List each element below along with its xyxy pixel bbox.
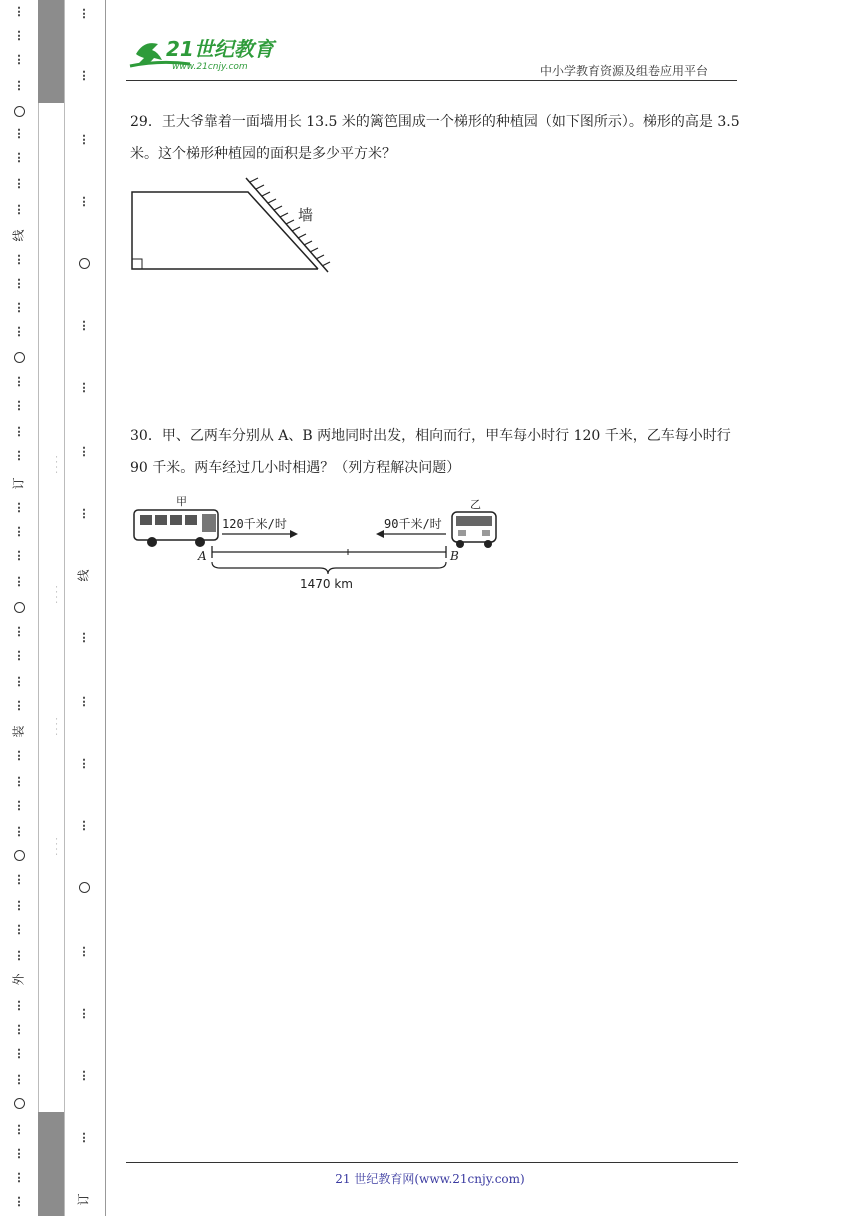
right-angle-mark	[132, 259, 142, 269]
binding-inner-char-ding: 订	[76, 1193, 91, 1206]
question-number: 29．	[130, 114, 162, 130]
binding-faint-dots: · · · ·	[51, 717, 61, 736]
point-a-label: A	[198, 549, 207, 563]
distance-label: 1470 km	[300, 577, 353, 591]
footer-text: 21 世纪教育网(www.21cnjy.com)	[335, 1172, 525, 1186]
binding-circle-icon	[14, 602, 25, 613]
trapezoid-garden-figure	[128, 174, 338, 278]
binding-gray-strip-bottom	[38, 1112, 64, 1216]
binding-faint-dots: · · · ·	[51, 837, 61, 856]
binding-circle-icon	[14, 850, 25, 861]
binding-circle-icon	[79, 882, 90, 893]
question-text: 甲、乙两车分别从 A、B 两地同时出发，相向而行，甲车每小时行 120 千米，乙车每小时行 90 千米。两车经过几小时相遇？（列方程解决问题）	[130, 428, 731, 476]
question-29	[130, 106, 740, 170]
binding-circle-icon	[14, 106, 25, 117]
distance-brace	[212, 562, 446, 574]
binding-faint-dots: · · · ·	[51, 585, 61, 604]
binding-margin-inner	[64, 0, 106, 1216]
point-b-label: B	[450, 549, 459, 563]
platform-name: 中小学教育资源及组卷应用平台	[540, 64, 709, 78]
binding-circle-icon	[14, 1098, 25, 1109]
speed-a-label: 120千米/时	[222, 517, 287, 531]
binding-circle-icon	[14, 352, 25, 363]
wall-hatching	[250, 178, 330, 266]
bus-icon	[134, 510, 218, 547]
logo-url-text: www.21cnjy.com	[172, 62, 248, 72]
binding-circle-icon	[79, 258, 90, 269]
binding-gray-strip-top	[38, 0, 64, 103]
binding-char-zhuang: 装	[11, 725, 26, 738]
car-b-label: 乙	[470, 498, 481, 511]
question-30	[130, 420, 740, 484]
footer-rule	[126, 1162, 738, 1163]
binding-char-wai: 外	[11, 973, 26, 986]
logo-main-text: 21世纪教育	[166, 37, 274, 61]
speed-b-label: 90千米/时	[384, 517, 442, 531]
binding-inner-char-xian: 线	[76, 569, 91, 582]
binding-faint-dots: · · · ·	[51, 455, 61, 474]
question-text: 王大爷靠着一面墙用长 13.5 米的篱笆围成一个梯形的种植园（如下图所示）。梯形的高是 3.5 米。这个梯形种植园的面积是多少平方米？	[130, 114, 740, 162]
car-a-label: 甲	[176, 495, 187, 508]
wall-label: 墙	[298, 206, 314, 224]
site-logo	[126, 34, 286, 74]
wall-line	[246, 178, 328, 272]
question-number: 30．	[130, 428, 162, 444]
van-icon	[452, 512, 496, 548]
header-rule	[126, 80, 737, 81]
two-cars-figure	[128, 490, 508, 594]
binding-char-xian: 线	[11, 229, 26, 242]
binding-char-ding: 订	[11, 477, 26, 490]
